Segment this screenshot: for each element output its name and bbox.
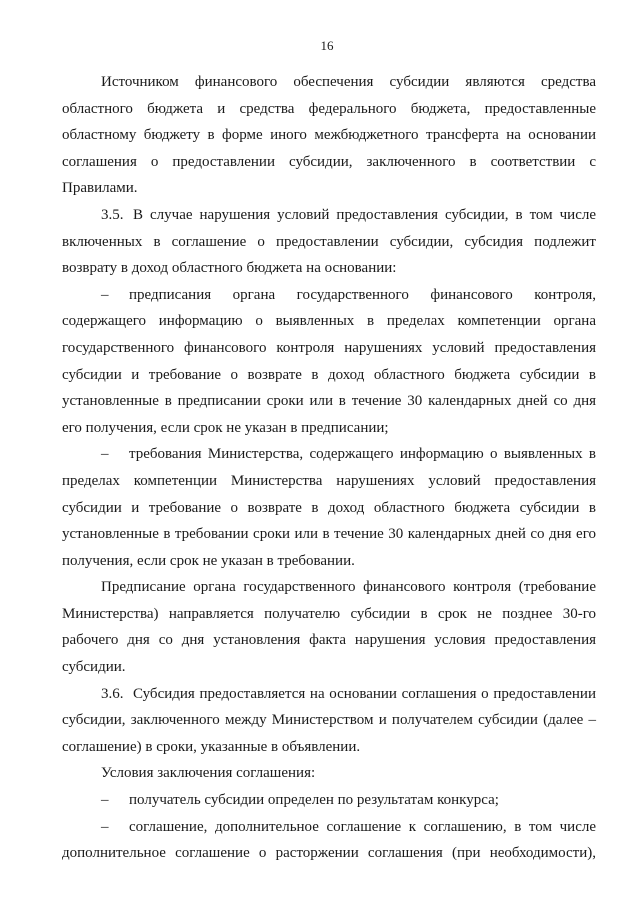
list-item-ministry-requirement: [62, 441, 596, 574]
list-item-contest-result: [62, 787, 596, 814]
dash-bullet: –: [101, 446, 109, 463]
dash-bullet: –: [101, 792, 109, 809]
dash-bullet: –: [101, 286, 109, 303]
paragraph-text: Субсидия предоставляется на основании соглашения о предоставлении субсидии, заключенного между Министерством и получателем субсидии (далее – соглашение) в сроки, указанные в объявлении.: [62, 685, 596, 755]
list-item-additional-agreement: [62, 814, 596, 867]
page-number: 16: [320, 38, 334, 53]
paragraph-agreement-conditions: Условия заключения соглашения:: [101, 765, 316, 782]
list-item-text: получатель субсидии определен по результатам конкурса;: [129, 792, 499, 809]
paragraph-text: В случае нарушения условий предоставления субсидии, в том числе включенных в соглашение о предоставлении субсидии, субсидия подлежит возврату в доход областного бюджета на основании:: [62, 206, 596, 277]
document-body: [62, 69, 596, 867]
list-item-text: предписания органа государственного финансового контроля, содержащего информацию о выявленных в пределах компетенции органа государственного финансового контроля нарушениях условий предоставления субсидии и требование о возврате в доход областного бюджета субсидии в установленные в предписании сроки или в течение 30 календарных дней со дня его получения, если срок не указан в предписании;: [62, 286, 596, 436]
list-item-prescription: [62, 282, 596, 442]
paragraph-3-5: [62, 202, 596, 282]
list-item-text: соглашение, дополнительное соглашение к соглашению, в том числе дополнительное соглашение о расторжении соглашения (при необходимости),: [62, 818, 596, 862]
paragraph-funding-source: Источником финансового обеспечения субсидии являются средства областного бюджета и средства федерального бюджета, предоставленные областному бюджету в форме иного межбюджетного трансферта на основании соглашения о предоставлении субсидии, заключенного в соответствии с Правилами.: [62, 74, 596, 197]
clause-number: 3.5.: [101, 206, 124, 223]
list-item-text: требования Министерства, содержащего информацию о выявленных в пределах компетенции Министерства нарушениях условий предоставления субсидии и требование о возврате в доход областного бюджета субсидии в установленные в требовании сроки или в течение 30 календарных дней со дня его получения, если срок не указан в требовании.: [62, 446, 596, 569]
paragraph-prescription-deadline: Предписание органа государственного финансового контроля (требование Министерства) направляется получателю субсидии в срок не позднее 30-го рабочего дня со дня установления факта нарушения условия предоставления субсидии.: [62, 579, 596, 676]
clause-number: 3.6.: [101, 685, 124, 702]
paragraph-3-6: [62, 681, 596, 761]
dash-bullet: –: [101, 818, 109, 835]
